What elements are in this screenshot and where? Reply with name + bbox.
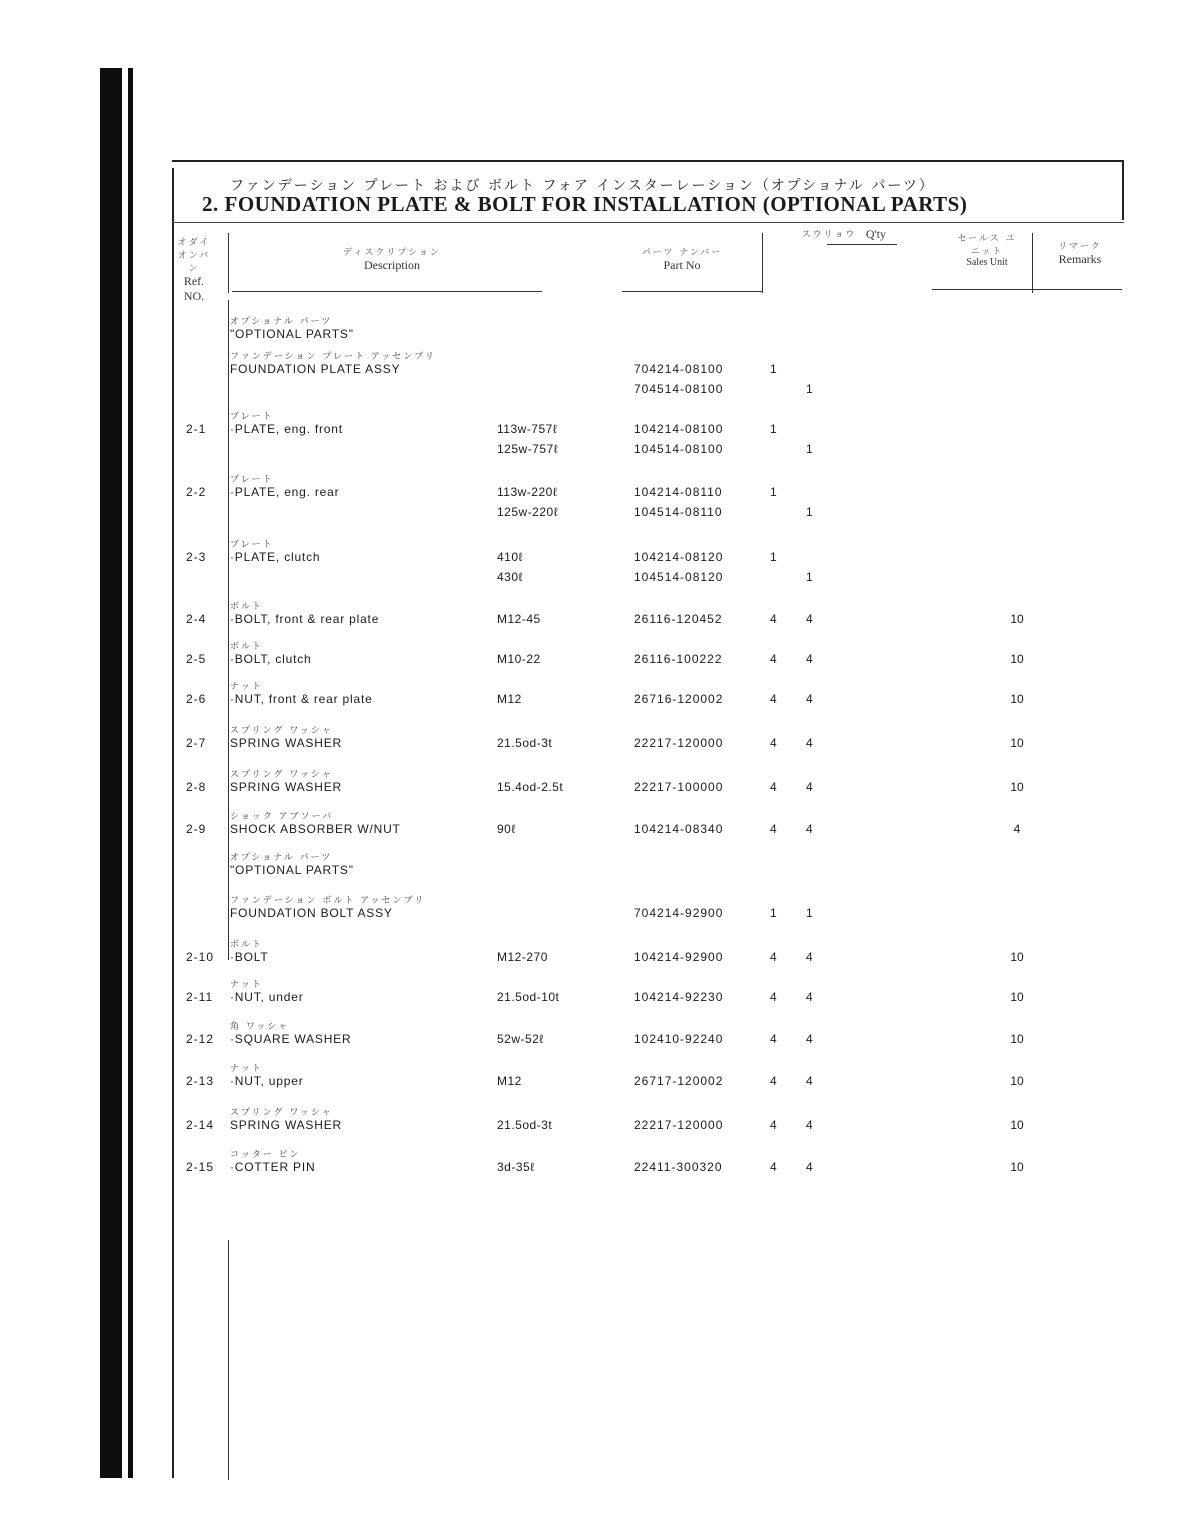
cell-sales: 10 [1010, 612, 1024, 626]
cell-en: Q'ty [865, 227, 886, 241]
cell-spec: 52w-52ℓ [497, 1032, 544, 1046]
cell-q1: 4 [770, 652, 777, 666]
cell-q1: 4 [770, 612, 777, 626]
cell-desc: ·PLATE, eng. front [230, 422, 343, 436]
cell-sales: 4 [1013, 822, 1021, 836]
cell-q2: 4 [806, 652, 813, 666]
cell-spec: 113w-757ℓ [497, 422, 558, 436]
cell-jp: 角 ワッシャ [230, 1022, 290, 1032]
section-title-box [172, 160, 1124, 220]
cell-q1: 4 [770, 1118, 777, 1132]
cell-jp: ボルト [230, 642, 264, 652]
cell-desc: ·NUT, upper [230, 1074, 304, 1088]
cell-part: 704214-08100 [634, 362, 724, 376]
cell-q2: 4 [806, 822, 813, 836]
cell-part2: 704514-08100 [634, 382, 724, 396]
cell-jp: コッター ピン [230, 1150, 301, 1160]
cell-part: 104214-08340 [634, 822, 724, 836]
cell-q1: 1 [770, 422, 777, 436]
cell-jp: ナット [230, 1064, 263, 1074]
cell-q2: 4 [806, 950, 813, 964]
cell-part: 102410-92240 [634, 1032, 724, 1046]
cell-sales: 10 [1010, 1032, 1024, 1046]
cell-part: 104214-08100 [634, 422, 724, 436]
cell-jp: ナット [230, 980, 263, 990]
cell-q2b: 1 [806, 442, 813, 456]
cell-q1: 1 [770, 362, 777, 376]
cell-sales: 10 [1010, 1160, 1024, 1174]
cell-desc: ·BOLT, front & rear plate [230, 612, 380, 626]
cell-q1: 1 [770, 485, 777, 499]
cell-spec: 410ℓ [497, 550, 523, 564]
cell-ref: 2-14 [186, 1118, 215, 1132]
cell-ref: 2-8 [186, 780, 207, 794]
cell-q2: 1 [806, 906, 813, 920]
header-part-no [622, 245, 742, 273]
cell-q1: 4 [770, 1032, 777, 1046]
cell-ref: 2-15 [186, 1160, 215, 1174]
cell-jp: プレート [230, 540, 274, 550]
cell-jp: ファンデーション プレート アッセンブリ [230, 352, 436, 362]
cell-part: 26116-100222 [634, 652, 723, 666]
cell-desc: FOUNDATION PLATE ASSY [230, 362, 401, 376]
cell-q2: 4 [806, 780, 813, 794]
cell-part: 26716-120002 [634, 692, 724, 706]
cell-ref: 2-6 [186, 692, 207, 706]
cell-sales: 10 [1010, 692, 1024, 706]
header-qty [764, 227, 894, 240]
cell-jp: プレート [230, 412, 274, 422]
cell-jp: ボルト [230, 602, 264, 612]
cell-desc: "OPTIONAL PARTS" [230, 327, 354, 341]
cell-q1: 1 [770, 906, 777, 920]
cell-ref: 2-10 [186, 950, 215, 964]
cell-q2: 4 [806, 1118, 813, 1132]
cell-sales: 10 [1010, 780, 1024, 794]
cell-q1: 4 [770, 822, 777, 836]
cell-part: 704214-92900 [634, 906, 724, 920]
cell-desc: ·COTTER PIN [230, 1160, 316, 1174]
cell-q1: 1 [770, 550, 777, 564]
cell-desc: "OPTIONAL PARTS" [230, 863, 354, 877]
cell-ref: 2-1 [186, 422, 207, 436]
cell-ref: 2-2 [186, 485, 207, 499]
page-frame-left [172, 168, 174, 1478]
cell-desc: SPRING WASHER [230, 1118, 342, 1132]
cell-q1: 4 [770, 736, 777, 750]
cell-en: Description [364, 258, 420, 272]
cell-jp: ボルト [230, 940, 264, 950]
cell-part2: 104514-08100 [634, 442, 724, 456]
section-title [202, 192, 967, 217]
cell-ref: 2-7 [186, 736, 207, 750]
cell-q2: 4 [806, 736, 813, 750]
cell-jp: プレート [230, 475, 274, 485]
cell-q1: 4 [770, 950, 777, 964]
cell-sales: 10 [1010, 1118, 1024, 1132]
cell-part: 104214-08110 [634, 485, 723, 499]
cell-part: 104214-08120 [634, 550, 724, 564]
cell-desc: FOUNDATION BOLT ASSY [230, 906, 393, 920]
header-remarks [1040, 239, 1120, 267]
cell-jp: スプリング ワッシャ [230, 1108, 333, 1118]
cell-spec: 21.5od-10t [497, 990, 560, 1004]
cell-desc: ·PLATE, clutch [230, 550, 321, 564]
cell-en: Remarks [1058, 252, 1102, 266]
header-ref [174, 235, 214, 304]
cell-desc: ·BOLT [230, 950, 269, 964]
cell-en: Ref. NO. [183, 274, 205, 303]
cell-desc: SPRING WASHER [230, 780, 342, 794]
cell-ref: 2-3 [186, 550, 207, 564]
cell-q2b: 1 [806, 505, 813, 519]
cell-desc: ·NUT, front & rear plate [230, 692, 373, 706]
cell-en: Part No [663, 258, 701, 272]
cell-part: 104214-92900 [634, 950, 724, 964]
cell-spec2: 125w-220ℓ [497, 505, 559, 519]
cell-ref: 2-12 [186, 1032, 215, 1046]
cell-part: 104214-92230 [634, 990, 724, 1004]
ref-column-divider [228, 300, 229, 960]
cell-jp: ナット [230, 682, 263, 692]
cell-spec2: 430ℓ [497, 570, 523, 584]
cell-jp: スプリング ワッシャ [230, 770, 333, 780]
cell-spec: M12-270 [497, 950, 548, 964]
cell-sales: 10 [1010, 652, 1024, 666]
header-sales-unit [952, 231, 1022, 268]
cell-spec: 3d-35ℓ [497, 1160, 535, 1174]
cell-jp: ショック アブソーバ [230, 812, 334, 822]
cell-ref: 2-9 [186, 822, 207, 836]
cell-q1: 4 [770, 780, 777, 794]
cell-q2: 4 [806, 692, 813, 706]
cell-ref: 2-13 [186, 1074, 215, 1088]
cell-q2: 4 [806, 990, 813, 1004]
cell-desc: SPRING WASHER [230, 736, 342, 750]
cell-q2: 4 [806, 612, 813, 626]
section-title-jp: ファンデーション プレート および ボルト フォア インスターレーション（オプショナル パーツ） [230, 178, 935, 194]
cell-spec: M10-22 [497, 652, 541, 666]
cell-spec: 90ℓ [497, 822, 516, 836]
cell-q2b: 1 [806, 570, 813, 584]
cell-spec: M12-45 [497, 612, 541, 626]
cell-part: 22217-120000 [634, 1118, 724, 1132]
cell-jp: オプショナル パーツ [230, 317, 333, 327]
cell-jp: オダイ オンバン [177, 238, 211, 274]
cell-sales: 10 [1010, 950, 1024, 964]
cell-q1: 4 [770, 692, 777, 706]
cell-jp: パーツ ナンバー [641, 248, 723, 258]
cell-spec: 21.5od-3t [497, 1118, 553, 1132]
cell-spec: M12 [497, 692, 522, 706]
cell-q2: 4 [806, 1032, 813, 1046]
cell-spec2: 125w-757ℓ [497, 442, 559, 456]
cell-spec: 15.4od-2.5t [497, 780, 564, 794]
cell-spec: M12 [497, 1074, 522, 1088]
cell-desc: SHOCK ABSORBER W/NUT [230, 822, 401, 836]
cell-q1: 4 [770, 1160, 777, 1174]
parts-list-page [172, 160, 1124, 1480]
cell-jp: オプショナル パーツ [230, 853, 333, 863]
header-description [252, 245, 532, 273]
cell-part: 26116-120452 [634, 612, 723, 626]
cell-q1: 4 [770, 990, 777, 1004]
cell-q2: 4 [806, 1074, 813, 1088]
cell-part2: 104514-08110 [634, 505, 723, 519]
ref-column-divider-lower [228, 1240, 229, 1480]
cell-jp: リマーク [1058, 242, 1102, 252]
cell-jp: セールス ユニット [957, 234, 1017, 257]
cell-jp: スウリョウ [801, 230, 857, 240]
cell-desc: ·SQUARE WASHER [230, 1032, 352, 1046]
cell-q2b: 1 [806, 382, 813, 396]
cell-sales: 10 [1010, 736, 1024, 750]
section-number: 2. [202, 192, 219, 216]
cell-ref: 2-11 [186, 990, 214, 1004]
table-header [172, 222, 1124, 303]
cell-part: 22217-100000 [634, 780, 724, 794]
cell-jp: ファンデーション ボルト アッセンブリ [230, 896, 426, 906]
cell-desc: ·PLATE, eng. rear [230, 485, 340, 499]
cell-jp: スプリング ワッシャ [230, 726, 333, 736]
cell-desc: ·BOLT, clutch [230, 652, 312, 666]
cell-en: Sales Unit [966, 257, 1008, 268]
cell-sales: 10 [1010, 1074, 1024, 1088]
scan-binding-edge [100, 68, 122, 1478]
cell-q1: 4 [770, 1074, 777, 1088]
cell-ref: 2-5 [186, 652, 207, 666]
cell-sales: 10 [1010, 990, 1024, 1004]
section-title-en: FOUNDATION PLATE & BOLT FOR INSTALLATION (OPTIONAL PARTS) [224, 192, 968, 216]
cell-jp: ディスクリプション [343, 248, 441, 258]
cell-part: 22217-120000 [634, 736, 724, 750]
cell-spec: 113w-220ℓ [497, 485, 558, 499]
cell-spec: 21.5od-3t [497, 736, 553, 750]
cell-ref: 2-4 [186, 612, 207, 626]
cell-q2: 4 [806, 1160, 813, 1174]
cell-part2: 104514-08120 [634, 570, 724, 584]
cell-part: 22411-300320 [634, 1160, 723, 1174]
scan-binding-line [128, 68, 133, 1478]
cell-desc: ·NUT, under [230, 990, 304, 1004]
cell-part: 26717-120002 [634, 1074, 724, 1088]
